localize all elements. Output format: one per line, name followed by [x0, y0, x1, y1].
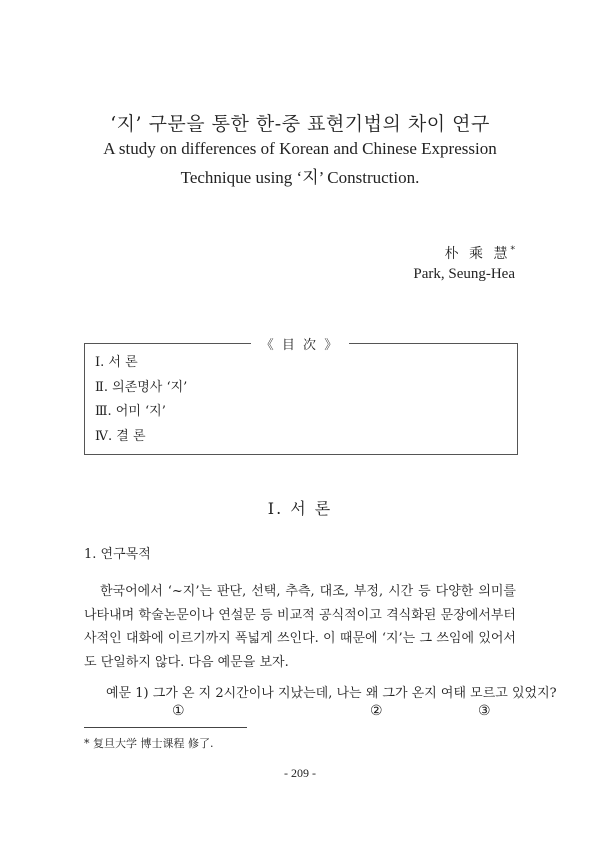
- example-marker-3: ③: [478, 703, 491, 719]
- footnote: * 复旦大学 博士课程 修了.: [84, 737, 214, 750]
- example-marker-2: ②: [370, 703, 383, 719]
- body-paragraph: [84, 580, 516, 674]
- section-title: Ⅰ. 서 론: [267, 499, 333, 518]
- toc-item: Ⅲ. 어미 ‘지’: [95, 404, 166, 419]
- footnote-divider: [84, 727, 247, 728]
- paper-title-korean: ‘지’ 구문을 통한 한-중 표현기법의 차이 연구: [110, 113, 490, 135]
- toc-item: Ⅳ. 결 론: [95, 428, 146, 444]
- toc-title: [0, 334, 600, 353]
- author-name-hanja-text: 朴 乘 慧: [444, 246, 511, 262]
- toc-list: [95, 353, 187, 451]
- toc-title-text: 《 目 次 》: [251, 338, 349, 353]
- paper-title-english-line2: Technique using ‘지’ Construction.: [180, 168, 420, 187]
- example-sentence: 예문 1) 그가 온 지 2시간이나 지났는데, 나는 왜 그가 온지 여태 모르고 있었지?: [106, 686, 557, 701]
- author-name-hanja: [445, 243, 515, 263]
- body-paragraph-text: 한국어에서 ‘~지’는 판단, 선택, 추측, 대조, 부정, 시간 등 다양한 의미를 나타내며 학술논문이나 연설문 등 비교적 공식적이고 격식화된 문장에서부터 사적인 대화에 이르기까지 폭넓게 쓰인다. 이 때문에 ‘지’는 그 쓰임에 있어서도 단일하지 않다. 다음 예문을 보자.: [84, 584, 516, 670]
- paper-title-english-line1: A study on differences of Korean and Chinese Expression: [103, 139, 497, 158]
- author-name-english: Park, Seung-Hea: [413, 266, 515, 282]
- toc-item: Ⅰ. 서 론: [95, 355, 138, 370]
- author-footnote-mark: *: [510, 245, 515, 256]
- page-number: - 209 -: [284, 766, 316, 780]
- example-marker-1: ①: [172, 703, 185, 719]
- subsection-heading: 1. 연구목적: [84, 547, 151, 562]
- toc-item: Ⅱ. 의존명사 ‘지’: [95, 379, 188, 395]
